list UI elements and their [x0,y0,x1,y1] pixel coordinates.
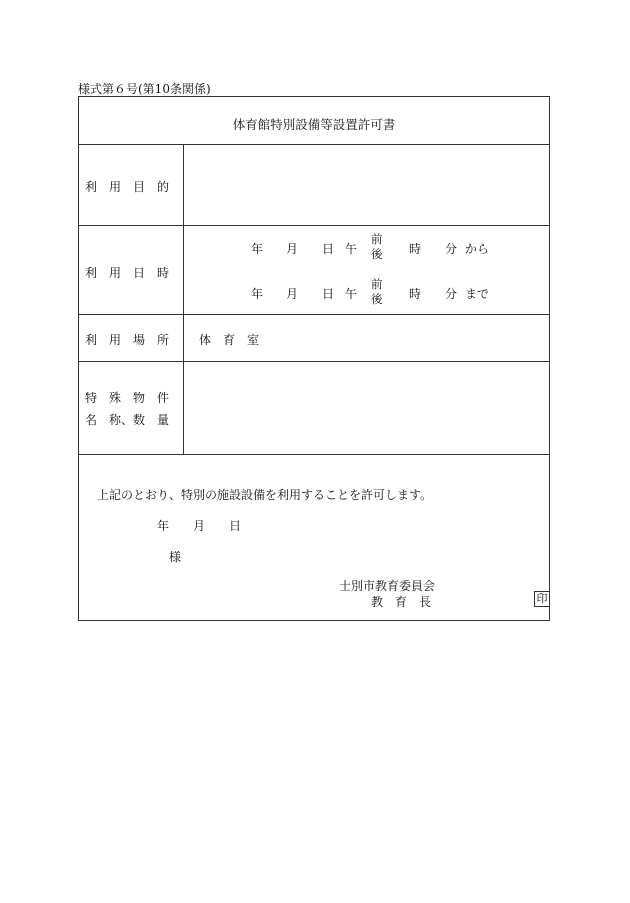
purpose-label: 利 用 目 的 [85,180,170,194]
month-unit: 月 [286,287,299,301]
from-text: から [465,242,490,256]
form-title: 体育館特別設備等設置許可書 [232,117,396,132]
special-items-label: 特 殊 物 件 [85,391,170,405]
month-unit: 月 [286,242,299,256]
gozen-unit: 午 [345,242,358,256]
until-text: まで [465,287,490,301]
am-mark: 前 [371,277,383,291]
permit-statement: 上記のとおり、特別の施設設備を利用することを許可します。 [97,488,433,502]
divider [79,454,549,455]
minute-unit: 分 [445,242,458,256]
seal-stamp-icon: 印 [534,591,550,607]
purpose-field[interactable] [187,152,545,220]
form-number-caption: 様式第６号(第10条関係) [78,82,211,96]
recipient-suffix: 様 [169,550,182,564]
pm-mark: 後 [371,247,383,261]
permit-date-line: 年 月 日 [157,519,242,533]
label-column-divider [183,144,184,454]
place-value: 体 育 室 [199,333,260,347]
special-items-field[interactable] [187,367,545,449]
divider [79,314,549,315]
divider [79,225,549,226]
day-unit: 日 [322,287,335,301]
hour-unit: 時 [409,242,422,256]
gozen-unit: 午 [345,287,358,301]
hour-unit: 時 [409,287,422,301]
issuer-title: 教 育 長 [371,595,432,609]
items-name-qty-label: 名 称、数 量 [85,413,170,427]
issuer-organization: 士別市教育委員会 [339,579,436,593]
year-unit: 年 [251,287,264,301]
divider [79,144,549,145]
minute-unit: 分 [445,287,458,301]
place-label: 利 用 場 所 [85,333,170,347]
datetime-label: 利 用 日 時 [85,266,170,280]
day-unit: 日 [322,242,335,256]
divider [79,361,549,362]
year-unit: 年 [251,242,264,256]
pm-mark: 後 [371,292,383,306]
permit-form [78,96,550,621]
am-mark: 前 [371,232,383,246]
